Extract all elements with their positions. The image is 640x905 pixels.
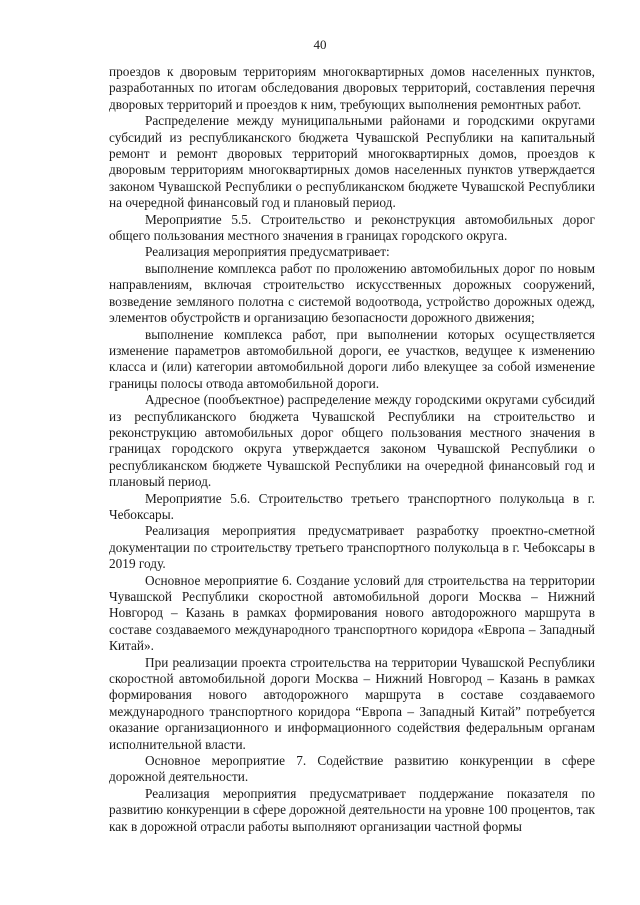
paragraph-implementation-intro: Реализация мероприятия предусматривает:	[145, 244, 390, 260]
paragraph-reconstruction-works: выполнение комплекса работ, при выполнении которых осуществляется изменение параметров автомобильной дороги, ее участков, ведущее к изменению класса и (или) категории автомобильной дороги либо влекущее за собой изменение границы полосы отвода автомобильной дороги.	[109, 326, 595, 391]
paragraph-project-support: При реализации проекта строительства на территории Чувашской Республики скоростной автомобильной дороги Москва – Нижний Новгород – Казань в рамках формирования нового автодорожного маршрута в составе создаваемого международного транспортного коридора “Европа – Западный Китай” потребуется оказание организационного и информационного содействия федеральным органам исполнительной власти.	[109, 654, 595, 752]
paragraph-subsidy-distribution: Распределение между муниципальными районами и городскими округами субсидий из республиканского бюджета Чувашской Республики на капитальный ремонт и ремонт дворовых территорий многоквартирных домов, проездов к дворовым территориям многоквартирных домов населенных пунктов утверждается законом Чувашской Республики о республиканском бюджете Чувашской Республики на очередной финансовый год и плановый период.	[109, 113, 595, 211]
paragraph-main-measure-7: Основное мероприятие 7. Содействие развитию конкуренции в сфере дорожной деятельности.	[109, 753, 595, 785]
page-number: 40	[313, 37, 327, 52]
document-body	[109, 64, 595, 835]
paragraph-targeted-distribution: Адресное (пообъектное) распределение между городскими округами субсидий из республиканского бюджета Чувашской Республики на строительство и реконструкцию автомобильных дорог общего пользования местного значения в границах городского округа утверждается законом Чувашской Республики о республиканском бюджете Чувашской Республики на очередной финансовый год и плановый период.	[109, 392, 595, 490]
paragraph-main-measure-6: Основное мероприятие 6. Создание условий для строительства на территории Чувашской Республики скоростной автомобильной дороги Москва – Нижний Новгород – Казань в рамках формирования нового автодорожного маршрута в составе создаваемого международного транспортного коридора «Европа – Западный Китай».	[109, 572, 595, 654]
paragraph-competition-indicator: Реализация мероприятия предусматривает поддержание показателя по развитию конкуренции в сфере дорожной деятельности на уровне 100 процентов, так как в дорожной отрасли работы выполняют организации частной формы	[109, 785, 595, 834]
paragraph-design-documentation: Реализация мероприятия предусматривает разработку проектно-сметной документации по строительству третьего транспортного полукольца в г. Чебоксары в 2019 году.	[109, 523, 595, 572]
paragraph-continuation: проездов к дворовым территориям многоквартирных домов населенных пунктов, разработанных по итогам обследования дворовых территорий, составления перечня дворовых территорий и проездов к ним, требующих выполнения ремонтных работ.	[109, 64, 595, 112]
paragraph-measure-5-5: Мероприятие 5.5. Строительство и реконструкция автомобильных дорог общего пользования местного значения в границах городского округа.	[109, 211, 595, 244]
paragraph-measure-5-6: Мероприятие 5.6. Строительство третьего транспортного полукольца в г. Чебоксары.	[109, 490, 595, 522]
paragraph-new-roads-works: выполнение комплекса работ по проложению автомобильных дорог по новым направлениям, включая строительство искусственных дорожных сооружений, возведение земляного полотна с системой водоотвода, устройство дорожных одежд, элементов обустройств и организацию безопасности дорожного движения;	[109, 260, 595, 326]
